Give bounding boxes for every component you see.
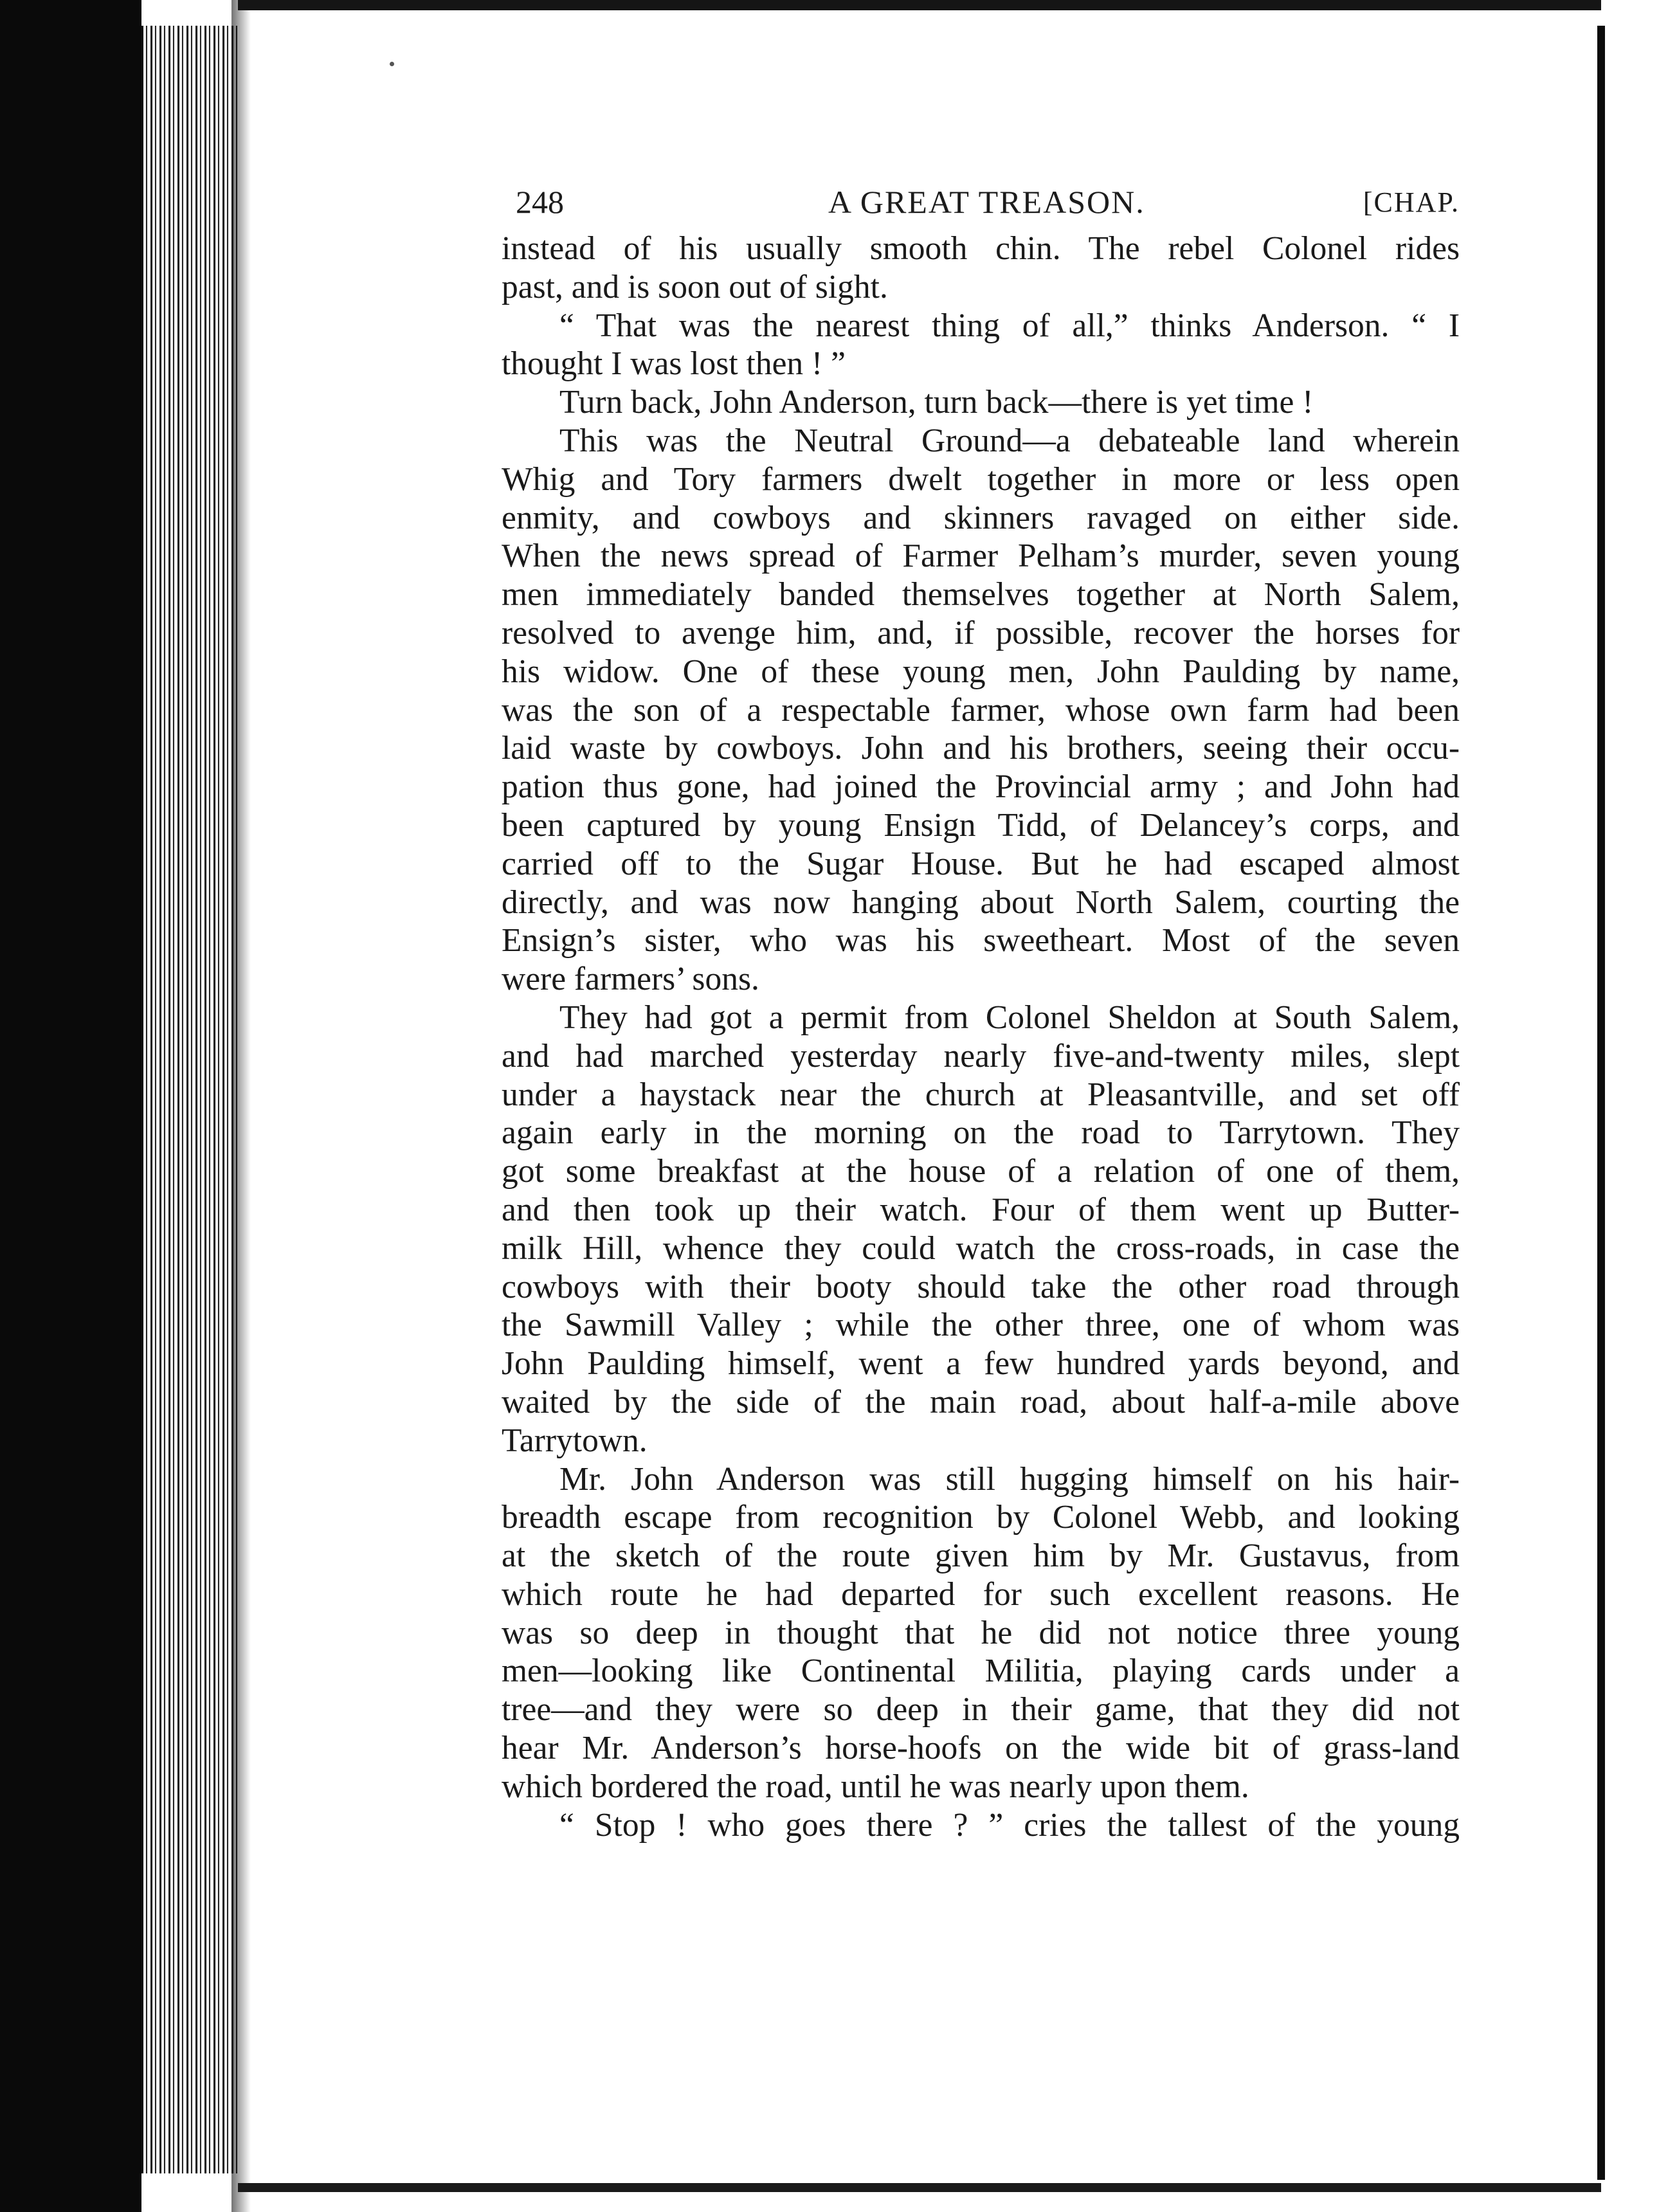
text-line: They had got a permit from Colonel Sheldon at South Salem, [559, 999, 1460, 1036]
page-content [502, 183, 1460, 1844]
text-line: again early in the morning on the road to Tarrytown. They [502, 1114, 1460, 1152]
text-line: at the sketch of the route given him by Mr. Gustavus, from [502, 1537, 1460, 1575]
text-line: hear Mr. Anderson’s horse-hoofs on the wide bit of grass-land [502, 1730, 1460, 1767]
text-line: which bordered the road, until he was nearly upon them. [502, 1768, 1249, 1805]
text-line: “ Stop ! who goes there ? ” cries the tallest of the young [559, 1806, 1460, 1844]
text-line: Tarrytown. [502, 1422, 648, 1459]
running-title: A GREAT TREASON. [828, 184, 1145, 220]
bottom-edge-shadow [238, 2183, 1601, 2192]
right-margin [1605, 0, 1677, 2212]
text-line: laid waste by cowboys. John and his brothers, seeing their occu- [502, 730, 1460, 767]
text-line: milk Hill, whence they could watch the cross-roads, in case the [502, 1229, 1460, 1267]
text-line: “ That was the nearest thing of all,” thinks Anderson. “ I [559, 307, 1460, 344]
top-edge-shadow [238, 0, 1601, 10]
text-line: This was the Neutral Ground—a debateable land wherein [559, 422, 1460, 459]
text-line: was so deep in thought that he did not notice three young [502, 1614, 1460, 1651]
text-line: men immediately banded themselves together at North Salem, [502, 576, 1460, 613]
chapter-mark: [CHAP. [1363, 186, 1460, 218]
text-line: pation thus gone, had joined the Provincial army ; and John had [502, 768, 1460, 806]
text-line: his widow. One of these young men, John Paulding by name, [502, 653, 1460, 690]
text-line: under a haystack near the church at Pleasantville, and set off [502, 1076, 1460, 1113]
gutter-shadow [231, 0, 251, 2212]
text-line: past, and is soon out of sight. [502, 268, 888, 305]
text-line: got some breakfast at the house of a relation of one of them, [502, 1153, 1460, 1190]
text-line: the Sawmill Valley ; while the other three, one of whom was [502, 1307, 1460, 1344]
text-line: waited by the side of the main road, about half-a-mile above [502, 1383, 1460, 1420]
text-line: cowboys with their booty should take the other road through [502, 1268, 1460, 1305]
text-line: carried off to the Sugar House. But he had escaped almost [502, 845, 1460, 882]
text-line: John Paulding himself, went a few hundred yards beyond, and [502, 1345, 1460, 1382]
text-line: and had marched yesterday nearly five-and-twenty miles, slept [502, 1037, 1460, 1074]
text-line: Whig and Tory farmers dwelt together in more or less open [502, 460, 1460, 498]
text-line: men—looking like Continental Militia, playing cards under a [502, 1653, 1460, 1690]
body-text [502, 230, 1460, 1844]
text-line: was the son of a respectable farmer, whose own farm had been [502, 691, 1460, 729]
right-page-edge [1597, 26, 1605, 2180]
text-line: directly, and was now hanging about North Salem, courting the [502, 884, 1460, 921]
text-line: Turn back, John Anderson, turn back—there is yet time ! [559, 384, 1314, 421]
text-line: thought I was lost then ! ” [502, 345, 846, 383]
text-line: which route he had departed for such excellent reasons. He [502, 1575, 1460, 1613]
book-spine [0, 0, 141, 2212]
text-line: enmity, and cowboys and skinners ravaged on either side. [502, 499, 1460, 536]
text-line: tree—and they were so deep in their game, that they did not [502, 1691, 1460, 1728]
text-line: instead of his usually smooth chin. The rebel Colonel rides [502, 230, 1460, 267]
page-number: 248 [516, 184, 564, 220]
text-line: Ensign’s sister, who was his sweetheart. Most of the seven [502, 922, 1460, 959]
page-edges [141, 26, 238, 2173]
running-head [502, 183, 1460, 230]
ink-speck [390, 62, 394, 66]
text-line: Mr. John Anderson was still hugging himself on his hair- [559, 1460, 1460, 1498]
text-line: breadth escape from recognition by Colonel Webb, and looking [502, 1499, 1460, 1536]
text-line: were farmers’ sons. [502, 961, 759, 998]
text-line: resolved to avenge him, and, if possible, recover the horses for [502, 614, 1460, 651]
text-line: When the news spread of Farmer Pelham’s murder, seven young [502, 538, 1460, 575]
text-line: been captured by young Ensign Tidd, of Delancey’s corps, and [502, 806, 1460, 844]
text-line: and then took up their watch. Four of them went up Butter- [502, 1191, 1460, 1228]
